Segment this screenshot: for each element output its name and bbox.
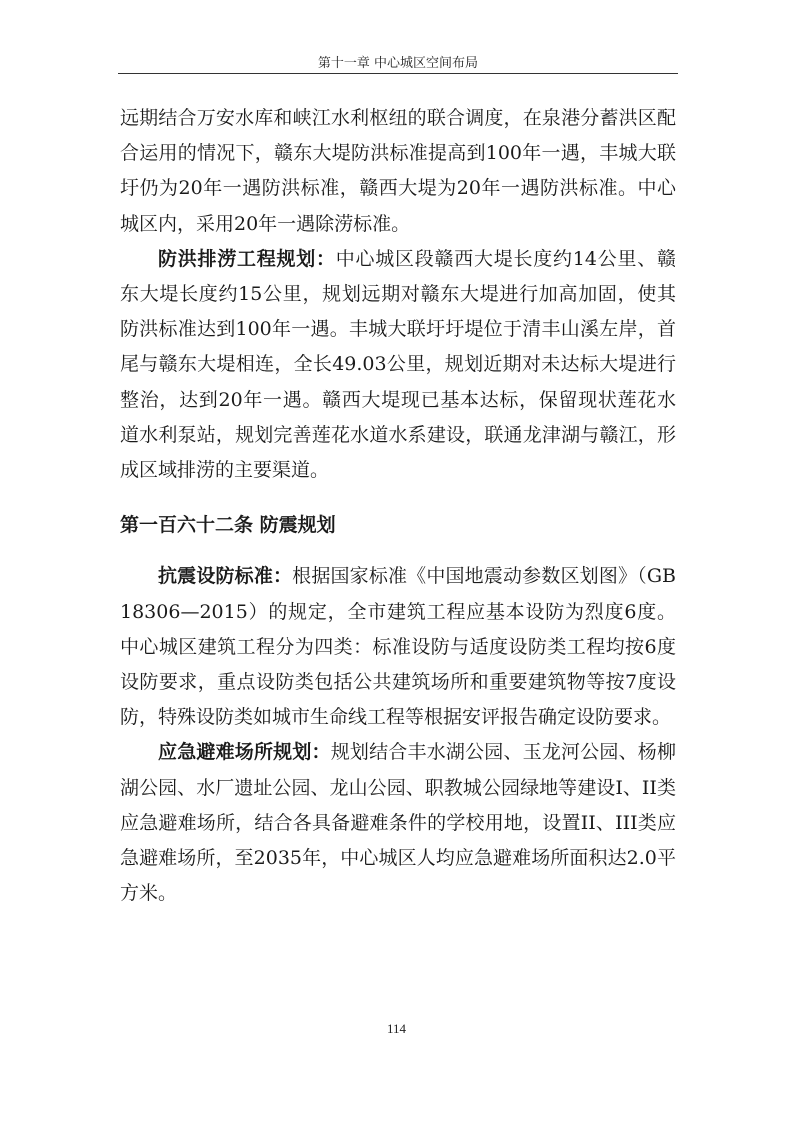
section-heading-earthquake: 第一百六十二条 防震规划 <box>120 514 336 537</box>
paragraph-lead-flood-engineering: 防洪排涝工程规划： <box>158 247 336 270</box>
paragraph-text-flood-engineering: 中心城区段赣西大堤长度约14公里、赣东大堤长度约15公里，规划远期对赣东大堤进行加高加固，使其防洪标准达到100年一遇。丰城大联圩圩堤位于清丰山溪左岸，首尾与赣东大堤相连，全长49.03公里，规划近期对未达标大堤进行整治，达到20年一遇。赣西大堤现已基本达标，保留现状莲花水道水利泵站，规划完善莲花水道水系建设，联通龙津湖与赣江，形成区域排涝的主要渠道。 <box>120 247 676 482</box>
paragraph-lead-seismic-standard: 抗震设防标准： <box>158 565 293 588</box>
page-content <box>120 101 676 911</box>
page-number: 114 <box>386 1021 407 1036</box>
paragraph-text-emergency-shelter: 规划结合丰水湖公园、玉龙河公园、杨柳湖公园、水厂遗址公园、龙山公园、职教城公园绿地等建设I、II类应急避难场所，结合各具备避难条件的学校用地，设置II、III类应急避难场所，至2035年，中心城区人均应急避难场所面积达2.0平方米。 <box>120 741 676 905</box>
page-header-chapter-title: 第十一章 中心城区空间布局 <box>317 56 479 71</box>
paragraph-flood-engineering <box>120 242 676 488</box>
paragraph-text-seismic-standard: 根据国家标准《中国地震动参数区划图》（GB18306—2015）的规定，全市建筑工程应基本设防为烈度6度。中心城区建筑工程分为四类：标准设防与适度设防类工程均按6度设防要求，重点设防类包括公共建筑场所和重要建筑物等按7度设防，特殊设防类如城市生命线工程等根据安评报告确定设防要求。 <box>120 565 676 729</box>
paragraph-lead-emergency-shelter: 应急避难场所规划： <box>158 741 331 764</box>
header-divider <box>118 73 678 74</box>
spacer <box>120 543 676 559</box>
paragraph-flood-standard: 远期结合万安水库和峡江水利枢纽的联合调度，在泉港分蓄洪区配合运用的情况下，赣东大堤防洪标准提高到100年一遇，丰城大联圩仍为20年一遇防洪标准，赣西大堤为20年一遇防洪标准。中心城区内，采用20年一遇除涝标准。 <box>120 107 676 235</box>
paragraph-emergency-shelter <box>120 735 676 911</box>
paragraph-seismic-standard <box>120 559 676 735</box>
spacer <box>120 488 676 508</box>
